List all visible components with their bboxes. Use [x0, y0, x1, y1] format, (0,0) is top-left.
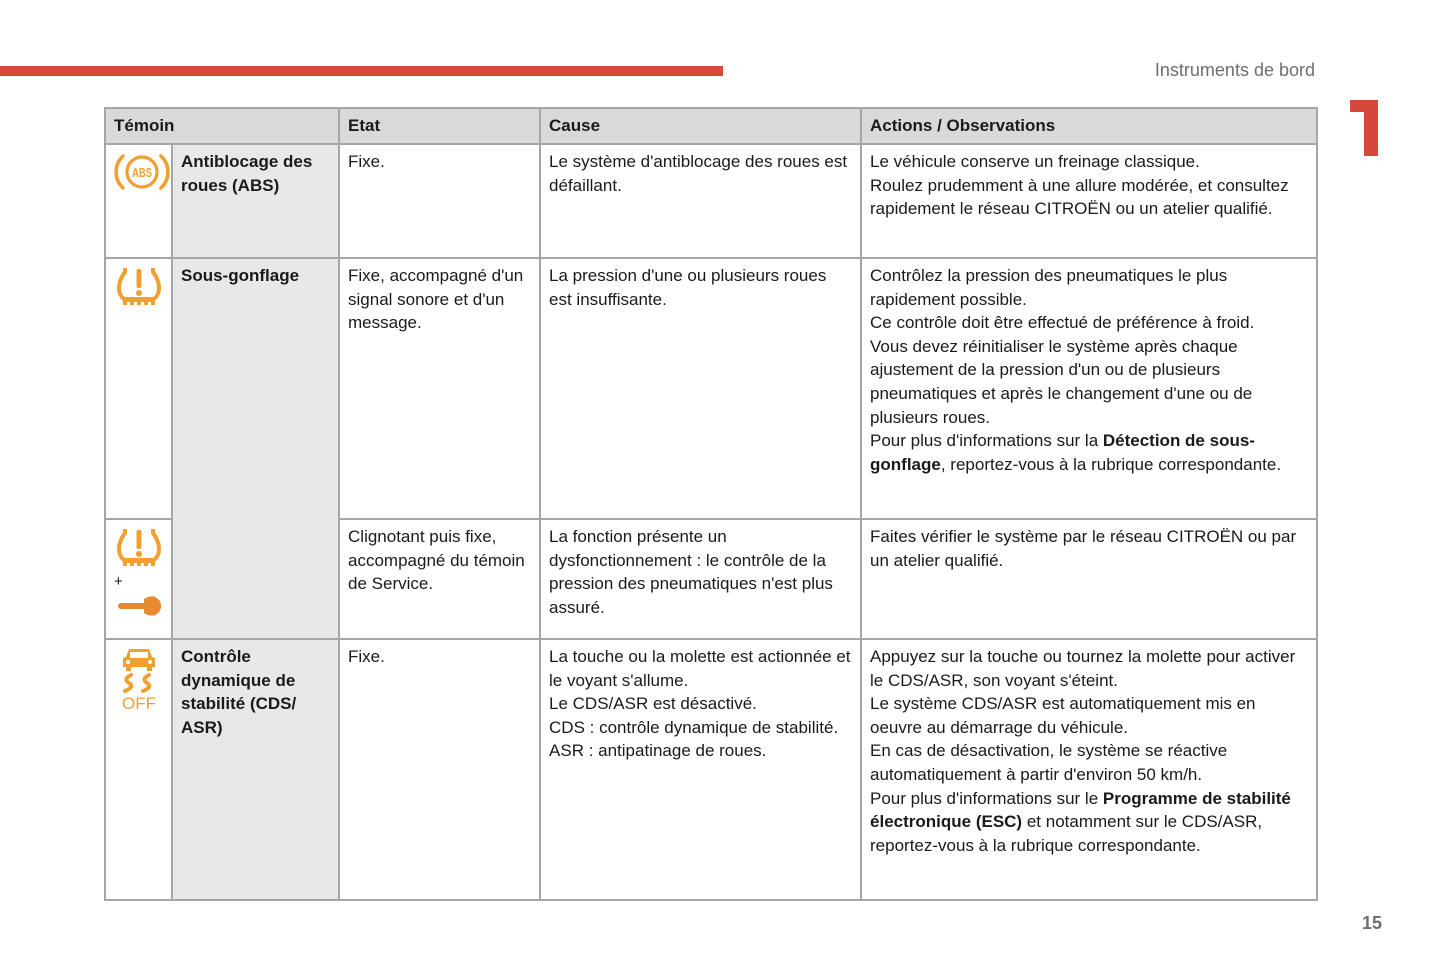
cause-cell: La fonction présente un dysfonctionnement : le contrôle de la pression des pneumatiques n'est plus assuré. — [540, 519, 861, 639]
icon-cell — [105, 258, 172, 519]
action-line: Vous devez réinitialiser le système après chaque ajustement de la pression d'un ou de plusieurs pneumatiques et après le changement d'une ou de plusieurs roues. — [870, 336, 1253, 427]
etat-cell: Fixe. — [339, 639, 540, 900]
action-line: En cas de désactivation, le système se réactive automatiquement à partir d'environ 50 km/h. — [870, 741, 1228, 784]
page-number: 15 — [1362, 913, 1383, 933]
chapter-number — [1350, 100, 1378, 156]
etat-cell: Fixe, accompagné d'un signal sonore et d'un message. — [339, 258, 540, 519]
actions-cell — [861, 639, 1317, 900]
actions-cell — [861, 519, 1317, 639]
cause-line: La touche ou la molette est actionnée et le voyant s'allume. — [549, 647, 851, 690]
warning-lights-table — [104, 107, 1318, 901]
action-reference: Pour plus d'informations sur la Détection de sous-gonflage, reportez-vous à la rubrique correspondante. — [870, 431, 1282, 474]
svg-text:ABS: ABS — [132, 165, 153, 180]
header-accent-bar — [0, 66, 723, 76]
tyre-pressure-warning-icon — [114, 525, 163, 571]
table-row — [105, 144, 1317, 258]
icon-cell — [105, 639, 172, 900]
plus-sign: + — [114, 573, 123, 590]
action-line: Ce contrôle doit être effectué de préférence à froid. — [870, 313, 1255, 333]
tyre-pressure-warning-icon — [114, 264, 163, 310]
icon-cell — [105, 144, 172, 258]
cause-cell — [540, 639, 861, 900]
stability-control-off-icon — [114, 645, 163, 711]
action-line: Contrôlez la pression des pneumatiques le plus rapidement possible. — [870, 266, 1228, 309]
section-title: Instruments de bord — [1154, 60, 1315, 80]
warning-name: Antiblocage des roues (ABS) — [172, 144, 339, 258]
reference-link-text: Détection de sous-gonflage — [870, 431, 1255, 474]
header-etat: Etat — [339, 108, 540, 144]
warning-name: Contrôle dynamique de stabilité (CDS/ ASR) — [172, 639, 339, 900]
header-temoin: Témoin — [105, 108, 339, 144]
table-header-row — [105, 108, 1317, 144]
action-line: Le système CDS/ASR est automatiquement mis en oeuvre au démarrage du véhicule. — [870, 694, 1256, 737]
action-line: Faites vérifier le système par le réseau CITROËN ou par un atelier qualifié. — [870, 527, 1297, 570]
warning-name: Sous-gonflage — [172, 258, 339, 639]
table-row — [105, 258, 1317, 519]
cause-line: CDS : contrôle dynamique de stabilité. — [549, 717, 839, 737]
icon-cell — [105, 519, 172, 639]
table-row — [105, 639, 1317, 900]
cause-cell: Le système d'antiblocage des roues est défaillant. — [540, 144, 861, 258]
action-line: Appuyez sur la touche ou tournez la molette pour activer le CDS/ASR, son voyant s'éteint. — [870, 647, 1296, 690]
etat-cell: Fixe. — [339, 144, 540, 258]
cause-line: ASR : antipatinage de roues. — [549, 741, 767, 761]
cause-line: Le CDS/ASR est désactivé. — [549, 694, 757, 714]
reference-link-text: Programme de stabilité électronique (ESC) — [870, 788, 1291, 832]
etat-cell: Clignotant puis fixe, accompagné du témoin de Service. — [339, 519, 540, 639]
action-reference: Pour plus d'informations sur le Programme de stabilité électronique (ESC) et notamment sur le CDS/ASR, reportez-vous à la rubrique correspondante. — [870, 788, 1291, 855]
actions-cell — [861, 258, 1317, 519]
action-line: Le véhicule conserve un freinage classique. — [870, 152, 1200, 171]
action-line: Roulez prudemment à une allure modérée, et consultez rapidement le réseau CITROËN ou un atelier qualifié. — [870, 175, 1289, 219]
abs-warning-icon — [114, 150, 163, 194]
header-actions: Actions / Observations — [861, 108, 1317, 144]
header-cause: Cause — [540, 108, 861, 144]
cause-cell: La pression d'une ou plusieurs roues est insuffisante. — [540, 258, 861, 519]
actions-cell — [861, 144, 1317, 258]
svg-text:OFF: OFF — [121, 694, 156, 711]
wrench-service-icon — [114, 595, 163, 617]
